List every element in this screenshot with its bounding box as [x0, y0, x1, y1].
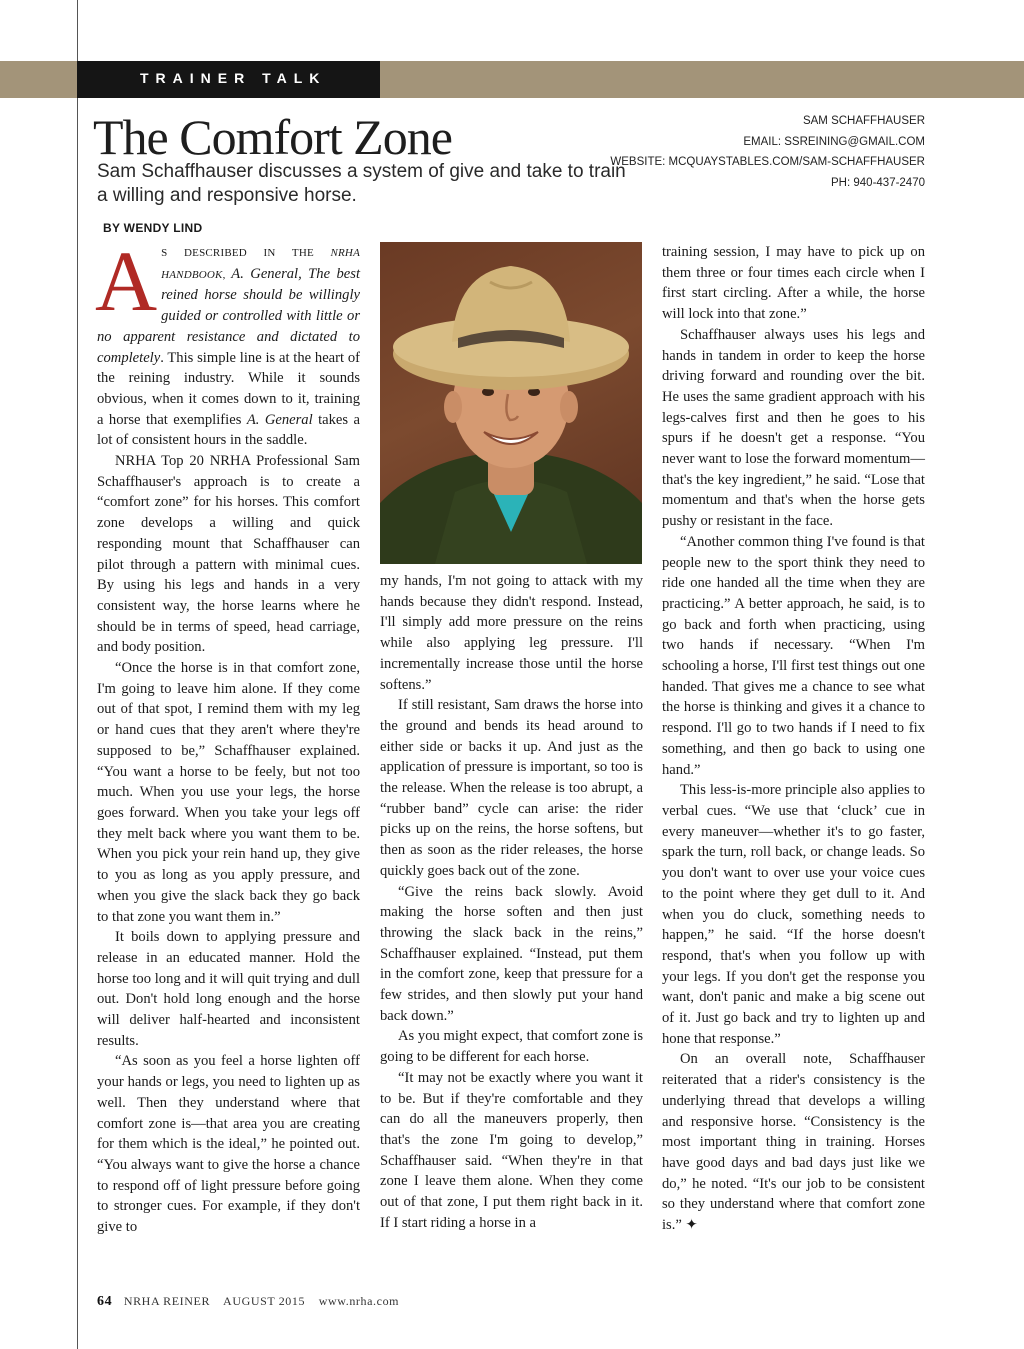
paragraph: training session, I may have to pick up on them three or four times each circle when I first start circling. After a while, the horse will lock into that zone.”: [662, 244, 925, 323]
margin-rule: [77, 0, 78, 1349]
paragraph: my hands, I'm not going to attack with my hands because they didn't respond. Instead, I'll simply add more pressure on the reins while also applying leg pressure. I'll incrementally increase those until the horse softens.”: [380, 573, 643, 693]
magazine-name: NRHA REINER: [123, 1294, 211, 1308]
intro-end: takes a lot of consistent hours in the saddle.: [97, 411, 360, 449]
paragraph: This less-is-more principle also applies to verbal cues. “We use that ‘cluck’ cue in every maneuver—whether it's to go faster, spark the turn, roll back, or change leads. So you don't want to over use your voice cues to the point where they get dull to it. And when you do cluck, something needs to happen,” he said. “If the horse doesn't respond, that's when you follow up with your legs. If you don't get the response you want, don't panic and make a big scene out of it. Just go back and try to lighten up and hone that response.”: [662, 782, 925, 1047]
article-column-2: [380, 571, 643, 1234]
contact-phone: PH: 940-437-2470: [831, 176, 925, 189]
intro-handbook: NRHA HANDBOOK: [161, 247, 360, 281]
paragraph: NRHA Top 20 NRHA Professional Sam Schaffhauser's approach is to create a “comfort zone” for his horses. This comfort zone develops a willing and quick responding mount that Schaffhauser can pilot through a pattern with minimal cues. By using his legs and hands in a very consistent way, the horse learns where he should be in terms of speed, head carriage, and body position.: [97, 453, 360, 656]
article-column-1: [95, 233, 360, 1238]
intro-rest: . This simple line is at the heart of the reining industry. While it sounds obvious, when it comes down to it, training a horse that exemplifies: [97, 349, 360, 428]
paragraph: “As soon as you feel a horse lighten off your hands or legs, you need to lighten up as well. Then they understand where that comfort zone is—that area you are creating for them which is the ideal,” he pointed out. “You always want to give the horse a chance to respond off of light pressure before going to stronger cues. For example, if they don't give to: [97, 1053, 360, 1236]
footer-url: www.nrha.com: [318, 1294, 400, 1308]
paragraph: “Once the horse is in that comfort zone, I'm going to leave him alone. If they come out of that spot, I remind them with my leg or hand cues that they aren't where they're supposed to be,” Schaffhauser explained. “You want a horse to be feely, but not too much. When you use your legs, the horse goes forward. When you take your legs off they melt back where you want them to be. When you pick your rein hand up, they give to you as long as you apply pressure, and when you give the slack back they go back to that zone you want them in.”: [97, 660, 360, 925]
paragraph: As you might expect, that comfort zone is going to be different for each horse.: [380, 1028, 643, 1066]
contact-name: SAM SCHAFFHAUSER: [802, 115, 925, 127]
paragraph: If still resistant, Sam draws the horse into the ground and bends its head around to either side or backs it up. And just as the application of pressure is important, so too is the release. When the release is too abrupt, a “rubber band” cycle can arise: the rider picks up on the reins, the horse softens, but then as soon as the rider releases, the horse quickly goes back out of the zone.: [380, 697, 643, 879]
drop-cap: A: [95, 233, 158, 329]
paragraph: “Another common thing I've found is that people new to the sport think they need to ride one handed all the time when they are practicing.” A better approach, he said, is to go back and forth when practicing, using two hands if necessary. “When I'm schooling a horse, I'll first test things out one handed. That gives me a chance to see what the horse is thinking and gives it a chance to respond. I'll go to two hands if I need to fix something, and then go back to using one hand.”: [662, 533, 925, 778]
contact-block: [505, 111, 925, 193]
section-label: TRAINER TALK: [140, 70, 327, 86]
article-column-3: [662, 242, 925, 1236]
contact-website: WEBSITE: MCQUAYSTABLES.COM/SAM-SCHAFFHAUSER: [610, 156, 925, 168]
portrait-illustration: [380, 242, 642, 564]
intro-paragraph: A S DESCRIBED IN THE NRHA HANDBOOK, A. General, The best reined horse should be willingly guided or controlled with little or no apparent resistance and dictated to completely. This simple line is at the heart of the reining industry. While it sounds obvious, when it comes down to it, training a horse that exemplifies A. General takes a lot of consistent hours in the saddle.: [95, 233, 360, 449]
paragraph: Schaffhauser always uses his legs and hands in tandem in order to keep the horse driving forward and rounding over the bit. He uses the same gradient approach with his legs-calves first and then he goes to his spurs if he doesn't get a response. “You never want to lose the forward momentum—that's the key ingredient,” he said. “Lose that momentum and that's when the horse gets pushy or resistant in the face.: [662, 326, 925, 530]
page-number: 64: [97, 1294, 113, 1309]
article-subtitle: Sam Schaffhauser discusses a system of give and take to train a willing and responsive horse.: [97, 161, 626, 206]
intro-quote: A. General, The best reined horse should be willingly guided or controlled with little or no apparent resistance and dictated to completely: [97, 265, 360, 366]
paragraph: “It may not be exactly where you want it to be. But if they're comfortable and they can do all the maneuvers properly, then that's the zone I'm going to develop,” Schaffhauser said. “When they're in that zone I leave them alone. When they come out of that zone, I put them right back in it. If I start riding a horse in a: [380, 1069, 643, 1231]
article-title: The Comfort Zone: [93, 109, 452, 165]
paragraph: On an overall note, Schaffhauser reiterated that a rider's consistency is the underlying thread that develops a willing and responsive horse. “Consistency is the most important thing in training. Horses have good days and bad days just like we do,” he noted. “It's our job to be consistent so they understand where that comfort zone is.” ✦: [662, 1051, 925, 1234]
paragraph: It boils down to applying pressure and release in an educated manner. Hold the horse too long and it will quit trying and dull out. Don't hold long enough and the horse will deliver half-hearted and inconsistent results.: [97, 929, 360, 1049]
intro-smallcaps: S DESCRIBED IN THE: [161, 247, 331, 259]
paragraph: “Give the reins back slowly. Avoid making the horse soften and then just throwing the slack back in the reins,” Schaffhauser explained. “Instead, put them in the comfort zone, keep that pressure for a few strides, and then slowly put your hand back down.”: [380, 883, 643, 1024]
issue-date: AUGUST 2015: [223, 1294, 306, 1308]
byline: BY WENDY LIND: [103, 221, 203, 235]
intro-general: A. General: [246, 411, 313, 428]
trainer-portrait: [380, 242, 642, 564]
page-footer: [97, 1294, 409, 1310]
contact-email: EMAIL: SSREINING@GMAIL.COM: [743, 135, 925, 148]
